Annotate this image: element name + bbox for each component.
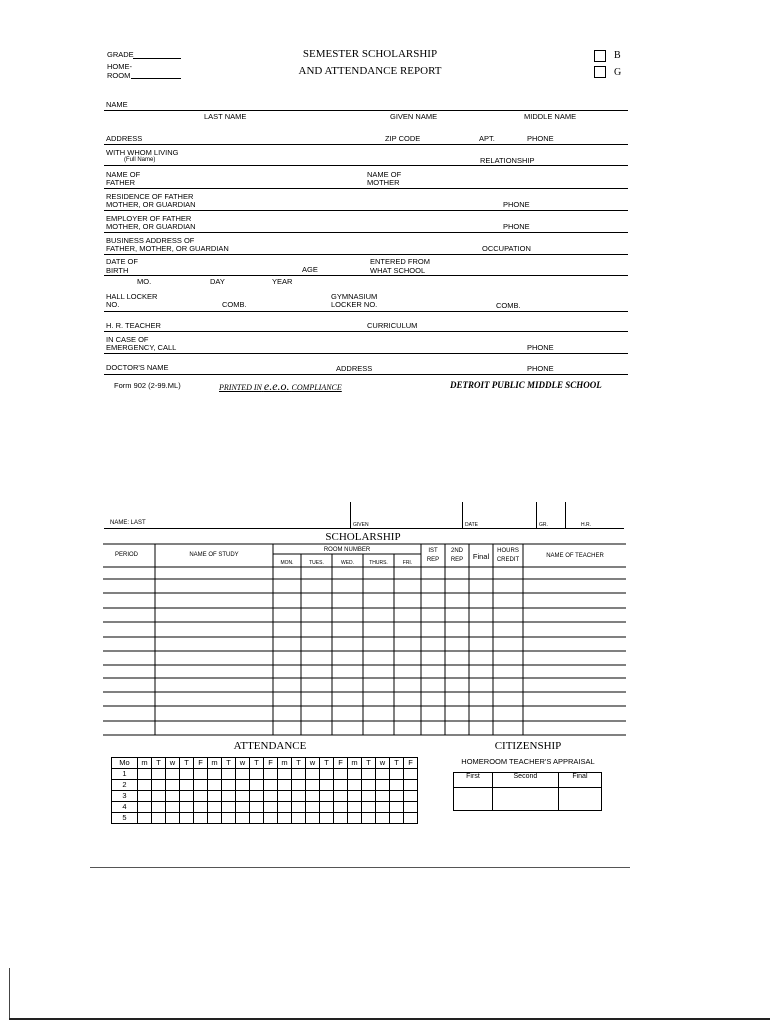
curriculum-label: CURRICULUM xyxy=(367,321,418,330)
attendance-cell[interactable] xyxy=(166,780,180,791)
last-name-label: LAST NAME xyxy=(204,112,247,121)
address-label: ADDRESS xyxy=(106,134,143,143)
employer-label-1: EMPLOYER OF FATHER xyxy=(106,214,192,223)
school-name: DETROIT PUBLIC MIDDLE SCHOOL xyxy=(450,380,602,390)
attendance-cell[interactable] xyxy=(376,780,390,791)
attendance-header-cell: m xyxy=(138,758,152,769)
residence-label-2: MOTHER, OR GUARDIAN xyxy=(106,200,196,209)
attendance-header-cell: T xyxy=(180,758,194,769)
attendance-table[interactable] xyxy=(111,757,418,824)
attendance-cell[interactable] xyxy=(194,813,208,824)
occupation-label: OCCUPATION xyxy=(482,244,531,253)
day-label: DAY xyxy=(210,277,225,286)
attendance-cell[interactable] xyxy=(222,769,236,780)
attendance-header-cell: F xyxy=(334,758,348,769)
attendance-cell[interactable] xyxy=(222,802,236,813)
attendance-cell[interactable] xyxy=(278,791,292,802)
attendance-cell[interactable] xyxy=(362,780,376,791)
attendance-cell[interactable] xyxy=(236,780,250,791)
in-case-of-label: IN CASE OF xyxy=(106,335,149,344)
attendance-cell[interactable] xyxy=(306,780,320,791)
what-school-label: WHAT SCHOOL xyxy=(370,266,426,275)
attendance-header-cell: F xyxy=(404,758,418,769)
attendance-cell[interactable] xyxy=(180,802,194,813)
attendance-header-cell: F xyxy=(264,758,278,769)
attendance-cell[interactable] xyxy=(348,780,362,791)
attendance-cell[interactable] xyxy=(138,769,152,780)
attendance-cell[interactable] xyxy=(278,769,292,780)
hr-teacher-label: H. R. TEACHER xyxy=(106,321,161,330)
attendance-title: ATTENDANCE xyxy=(233,740,307,752)
residence-phone-label: PHONE xyxy=(503,200,530,209)
attendance-header-cell: T xyxy=(362,758,376,769)
boy-checkbox[interactable] xyxy=(594,50,606,62)
citizenship-table[interactable] xyxy=(453,772,602,811)
attendance-cell[interactable] xyxy=(292,780,306,791)
attendance-cell[interactable] xyxy=(320,813,334,824)
attendance-cell[interactable] xyxy=(292,791,306,802)
attendance-cell[interactable] xyxy=(180,769,194,780)
hall-locker-label: HALL LOCKER xyxy=(106,292,158,301)
attendance-cell[interactable] xyxy=(264,802,278,813)
attendance-cell[interactable] xyxy=(306,791,320,802)
attendance-header-row xyxy=(112,758,418,769)
attendance-cell[interactable] xyxy=(320,802,334,813)
with-whom-living-label: WITH WHOM LIVING xyxy=(106,148,179,157)
attendance-cell[interactable] xyxy=(348,813,362,824)
employer-label-2: MOTHER, OR GUARDIAN xyxy=(106,222,196,231)
attendance-cell[interactable] xyxy=(348,769,362,780)
attendance-cell[interactable] xyxy=(278,813,292,824)
attendance-cell[interactable] xyxy=(320,791,334,802)
form-number: Form 902 (2-99.ML) xyxy=(114,381,181,390)
attendance-header-cell: w xyxy=(236,758,250,769)
attendance-cell[interactable] xyxy=(250,813,264,824)
attendance-header-cell: w xyxy=(306,758,320,769)
day-header-thurs: THURS. xyxy=(369,560,388,566)
doctors-name-label: DOCTOR'S NAME xyxy=(106,363,169,372)
relationship-label: RELATIONSHIP xyxy=(480,156,535,165)
citizenship-cell-second[interactable] xyxy=(492,788,558,811)
attendance-cell[interactable] xyxy=(208,802,222,813)
business-label-1: BUSINESS ADDRESS OF xyxy=(106,236,195,245)
attendance-row-label: 2 xyxy=(112,780,138,791)
citizenship-row xyxy=(454,788,602,811)
attendance-header-cell: T xyxy=(390,758,404,769)
date-label: DATE xyxy=(465,522,478,528)
attendance-cell[interactable] xyxy=(264,780,278,791)
emergency-line[interactable] xyxy=(104,353,628,354)
attendance-header-cell: T xyxy=(152,758,166,769)
hall-comb-label: COMB. xyxy=(222,300,247,309)
attendance-cell[interactable] xyxy=(334,802,348,813)
title-line-1: SEMESTER SCHOLARSHIP xyxy=(302,48,438,60)
attendance-cell[interactable] xyxy=(404,769,418,780)
doctor-line[interactable] xyxy=(104,374,628,375)
attendance-cell[interactable] xyxy=(306,813,320,824)
attendance-cell[interactable] xyxy=(236,802,250,813)
attendance-cell[interactable] xyxy=(222,791,236,802)
final-header: Final xyxy=(472,552,490,561)
attendance-header-cell: m xyxy=(348,758,362,769)
residence-label-1: RESIDENCE OF FATHER xyxy=(106,192,194,201)
attendance-cell[interactable] xyxy=(264,769,278,780)
scan-edge-bottom xyxy=(9,1018,770,1020)
attendance-cell[interactable] xyxy=(208,813,222,824)
attendance-cell[interactable] xyxy=(278,780,292,791)
attendance-cell[interactable] xyxy=(390,813,404,824)
attendance-header-cell: w xyxy=(376,758,390,769)
day-header-wed: WED. xyxy=(340,560,355,566)
attendance-cell[interactable] xyxy=(194,802,208,813)
attendance-header-cell: T xyxy=(222,758,236,769)
attendance-cell[interactable] xyxy=(334,813,348,824)
attendance-cell[interactable] xyxy=(264,813,278,824)
middle-name-label: MIDDLE NAME xyxy=(524,112,577,121)
attendance-cell[interactable] xyxy=(306,769,320,780)
attendance-header-cell: T xyxy=(292,758,306,769)
gr-label: GR. xyxy=(539,522,548,528)
grade-field[interactable] xyxy=(133,58,181,59)
attendance-cell[interactable] xyxy=(376,813,390,824)
date-of-birth-label-2: BIRTH xyxy=(106,266,129,275)
name-of-study-header: NAME OF STUDY xyxy=(189,552,239,558)
apt-label: APT. xyxy=(479,134,495,143)
homeroom-field[interactable] xyxy=(131,78,181,79)
period-header: PERIOD xyxy=(115,552,139,558)
attendance-cell[interactable] xyxy=(166,802,180,813)
emergency-phone-label: PHONE xyxy=(527,343,554,352)
attendance-cell[interactable] xyxy=(236,769,250,780)
attendance-cell[interactable] xyxy=(334,791,348,802)
date-of-birth-label-1: DATE OF xyxy=(106,257,138,266)
scholarship-title: SCHOLARSHIP xyxy=(325,531,401,543)
grade-label: GRADE xyxy=(107,50,134,59)
attendance-cell[interactable] xyxy=(152,813,166,824)
citizenship-header-row xyxy=(454,773,602,788)
employer-line[interactable] xyxy=(104,232,628,233)
entered-from-label: ENTERED FROM xyxy=(370,257,430,266)
attendance-cell[interactable] xyxy=(222,780,236,791)
attendance-cell[interactable] xyxy=(348,802,362,813)
attendance-cell[interactable] xyxy=(250,791,264,802)
attendance-row xyxy=(112,791,418,802)
attendance-cell[interactable] xyxy=(390,802,404,813)
attendance-cell[interactable] xyxy=(362,769,376,780)
birth-line[interactable] xyxy=(104,275,628,276)
attendance-row xyxy=(112,769,418,780)
attendance-cell[interactable] xyxy=(376,802,390,813)
second-rep-header-2: REP xyxy=(450,557,464,563)
attendance-header-mo: Mo xyxy=(112,758,138,769)
separator-line xyxy=(90,867,630,868)
attendance-cell[interactable] xyxy=(138,780,152,791)
attendance-cell[interactable] xyxy=(180,780,194,791)
attendance-header-cell: m xyxy=(278,758,292,769)
gym-comb-label: COMB. xyxy=(496,301,521,310)
business-line[interactable] xyxy=(104,254,628,255)
name-of-mother-label-1: NAME OF xyxy=(367,170,402,179)
doctor-phone-label: PHONE xyxy=(527,364,554,373)
room-label: ROOM xyxy=(107,71,131,80)
given-name-label: GIVEN NAME xyxy=(390,112,438,121)
attendance-header-cell: T xyxy=(320,758,334,769)
attendance-cell[interactable] xyxy=(390,780,404,791)
attendance-cell[interactable] xyxy=(166,791,180,802)
first-rep-header-2: REP xyxy=(426,557,440,563)
hours-header-1: HOURS xyxy=(497,548,519,554)
attendance-cell[interactable] xyxy=(180,813,194,824)
citizenship-cell-first[interactable] xyxy=(454,788,493,811)
attendance-cell[interactable] xyxy=(208,791,222,802)
attendance-cell[interactable] xyxy=(138,802,152,813)
attendance-header-cell: T xyxy=(250,758,264,769)
attendance-header-cell: F xyxy=(194,758,208,769)
attendance-cell[interactable] xyxy=(152,791,166,802)
attendance-cell[interactable] xyxy=(390,769,404,780)
employer-phone-label: PHONE xyxy=(503,222,530,231)
gymnasium-label: GYMNASIUM xyxy=(331,292,378,301)
scan-edge-left xyxy=(9,968,10,1020)
citizenship-cell-final[interactable] xyxy=(558,788,601,811)
mother-label: MOTHER xyxy=(367,178,400,187)
citizenship-col-first: First xyxy=(454,773,493,788)
attendance-cell[interactable] xyxy=(180,791,194,802)
teacher-line[interactable] xyxy=(104,331,628,332)
age-label: AGE xyxy=(302,265,318,274)
attendance-cell[interactable] xyxy=(250,780,264,791)
year-label: YEAR xyxy=(272,277,293,286)
residence-line[interactable] xyxy=(104,210,628,211)
attendance-cell[interactable] xyxy=(208,780,222,791)
attendance-cell[interactable] xyxy=(376,791,390,802)
first-rep-header-1: IST xyxy=(428,548,438,554)
attendance-row xyxy=(112,813,418,824)
name-label: NAME xyxy=(106,100,128,109)
attendance-row-label: 4 xyxy=(112,802,138,813)
boy-label: B xyxy=(614,50,621,61)
gym-locker-no-label: LOCKER NO. xyxy=(331,300,378,309)
attendance-cell[interactable] xyxy=(138,791,152,802)
attendance-cell[interactable] xyxy=(362,791,376,802)
attendance-cell[interactable] xyxy=(292,802,306,813)
attendance-cell[interactable] xyxy=(152,802,166,813)
attendance-cell[interactable] xyxy=(292,813,306,824)
attendance-row-label: 1 xyxy=(112,769,138,780)
name-bar-line[interactable] xyxy=(104,528,624,529)
day-header-tues: TUES. xyxy=(309,560,324,566)
address-line[interactable] xyxy=(104,144,628,145)
attendance-cell[interactable] xyxy=(376,769,390,780)
attendance-cell[interactable] xyxy=(264,791,278,802)
attendance-cell[interactable] xyxy=(152,780,166,791)
attendance-cell[interactable] xyxy=(194,769,208,780)
attendance-cell[interactable] xyxy=(236,791,250,802)
hours-header-2: CREDIT xyxy=(496,557,520,563)
attendance-row xyxy=(112,802,418,813)
attendance-cell[interactable] xyxy=(194,780,208,791)
attendance-cell[interactable] xyxy=(278,802,292,813)
zip-code-label: ZIP CODE xyxy=(385,134,421,143)
with-whom-line[interactable] xyxy=(104,165,628,166)
attendance-cell[interactable] xyxy=(250,802,264,813)
father-label: FATHER xyxy=(106,178,136,187)
attendance-cell[interactable] xyxy=(362,813,376,824)
title-line-2: AND ATTENDANCE REPORT xyxy=(298,65,442,77)
name-last-label: NAME: LAST xyxy=(110,520,146,526)
phone-label: PHONE xyxy=(527,134,554,143)
attendance-header-cell: w xyxy=(166,758,180,769)
scholarship-grid[interactable] xyxy=(100,540,630,740)
name-line[interactable] xyxy=(104,110,628,111)
attendance-row-label: 3 xyxy=(112,791,138,802)
name-of-teacher-header: NAME OF TEACHER xyxy=(546,553,604,559)
attendance-cell[interactable] xyxy=(306,802,320,813)
day-header-mon: MON. xyxy=(280,560,294,566)
attendance-row xyxy=(112,780,418,791)
hr-label: H.R. xyxy=(581,522,591,528)
doctor-address-label: ADDRESS xyxy=(336,364,373,373)
girl-checkbox[interactable] xyxy=(594,66,606,78)
attendance-cell[interactable] xyxy=(320,769,334,780)
attendance-header-cell: m xyxy=(208,758,222,769)
parents-line[interactable] xyxy=(104,188,628,189)
day-header-fri: FRI. xyxy=(402,560,413,566)
girl-label: G xyxy=(614,67,622,78)
attendance-cell[interactable] xyxy=(236,813,250,824)
given-label: GIVEN xyxy=(353,522,369,528)
business-label-2: FATHER, MOTHER, OR GUARDIAN xyxy=(106,244,229,253)
attendance-cell[interactable] xyxy=(404,780,418,791)
name-of-father-label-1: NAME OF xyxy=(106,170,141,179)
attendance-row-label: 5 xyxy=(112,813,138,824)
printed-in-label: PRINTED IN e.e.o. COMPLIANCE xyxy=(219,379,342,393)
attendance-cell[interactable] xyxy=(320,780,334,791)
emergency-call-label: EMERGENCY, CALL xyxy=(106,343,177,352)
attendance-cell[interactable] xyxy=(404,813,418,824)
attendance-cell[interactable] xyxy=(362,802,376,813)
attendance-cell[interactable] xyxy=(404,791,418,802)
attendance-cell[interactable] xyxy=(166,769,180,780)
month-label: MO. xyxy=(137,277,152,286)
attendance-cell[interactable] xyxy=(292,769,306,780)
locker-line[interactable] xyxy=(104,311,628,312)
citizenship-col-second: Second xyxy=(492,773,558,788)
hall-locker-no-label: NO. xyxy=(106,300,120,309)
full-name-label: (Full Name) xyxy=(124,157,156,163)
second-rep-header-1: 2ND xyxy=(450,548,463,554)
attendance-cell[interactable] xyxy=(166,813,180,824)
citizenship-title: CITIZENSHIP xyxy=(494,740,562,752)
attendance-cell[interactable] xyxy=(250,769,264,780)
attendance-cell[interactable] xyxy=(390,791,404,802)
attendance-cell[interactable] xyxy=(152,769,166,780)
attendance-cell[interactable] xyxy=(404,802,418,813)
attendance-cell[interactable] xyxy=(334,780,348,791)
citizenship-col-final: Final xyxy=(558,773,601,788)
attendance-cell[interactable] xyxy=(348,791,362,802)
room-number-header: ROOM NUMBER xyxy=(323,547,371,553)
attendance-cell[interactable] xyxy=(208,769,222,780)
attendance-cell[interactable] xyxy=(222,813,236,824)
home-label: HOME- xyxy=(107,62,132,71)
citizenship-subtitle: HOMEROOM TEACHER'S APPRAISAL xyxy=(461,757,595,766)
attendance-cell[interactable] xyxy=(194,791,208,802)
attendance-cell[interactable] xyxy=(334,769,348,780)
attendance-cell[interactable] xyxy=(138,813,152,824)
